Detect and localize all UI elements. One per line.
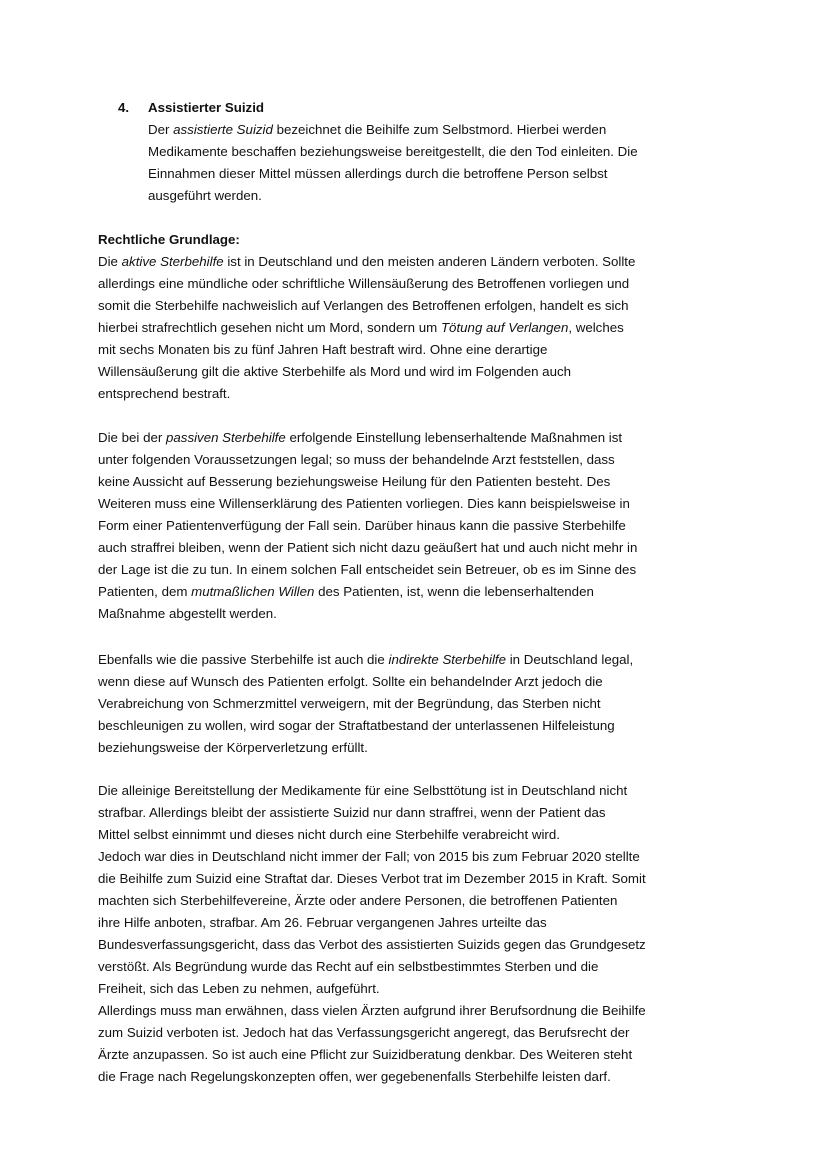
text-line — [98, 273, 635, 295]
text-segment: Jedoch war dies in Deutschland nicht immer der Fall; von 2015 bis zum Februar 2020 stellte — [98, 849, 640, 864]
emphasized-term: passiven Sterbehilfe — [166, 430, 286, 445]
text-segment: hierbei strafrechtlich gesehen nicht um Mord, sondern um — [98, 320, 441, 335]
text-segment: strafbar. Allerdings bleibt der assistierte Suizid nur dann straffrei, wenn der Patient das — [98, 805, 606, 820]
text-segment: erfolgende Einstellung lebenserhaltende Maßnahmen ist — [285, 430, 623, 445]
text-line — [98, 559, 637, 581]
text-segment: Einnahmen dieser Mittel müssen allerdings durch die betroffene Person selbst — [148, 166, 608, 181]
section-heading: Rechtliche Grundlage: — [98, 232, 240, 247]
text-segment: unter folgenden Voraussetzungen legal; so muss der behandelnde Arzt feststellen, dass — [98, 452, 615, 467]
text-line — [148, 185, 638, 207]
text-segment: verstößt. Als Begründung wurde das Recht auf ein selbstbestimmtes Sterben und die — [98, 959, 599, 974]
item-paragraph — [148, 119, 638, 207]
item-number: 4. — [118, 100, 130, 115]
paragraph-assisted-suicide-law — [98, 780, 646, 1088]
text-line — [148, 141, 638, 163]
text-line — [98, 1022, 646, 1044]
text-segment: ihre Hilfe anboten, strafbar. Am 26. Februar vergangenen Jahres urteilte das — [98, 915, 547, 930]
text-segment: Allerdings muss man erwähnen, dass vielen Ärzten aufgrund ihrer Berufsordnung die Beihilfe — [98, 1003, 646, 1018]
text-segment: entsprechend bestraft. — [98, 386, 231, 401]
paragraph-passive-euthanasia — [98, 427, 637, 625]
text-line — [98, 295, 635, 317]
text-segment: Die — [98, 254, 122, 269]
emphasized-term: assistierte Suizid — [173, 122, 273, 137]
text-segment: der Lage ist die zu tun. In einem solchen Fall entscheidet sein Betreuer, ob es im Sinne des — [98, 562, 637, 577]
legal-section — [98, 229, 635, 405]
text-segment: Bundesverfassungsgericht, dass das Verbot des assistierten Suizids gegen das Grundgesetz — [98, 937, 646, 952]
text-segment: Ärzte anzupassen. So ist auch eine Pflicht zur Suizidberatung denkbar. Des Weiteren steht — [98, 1047, 633, 1062]
text-line — [98, 493, 637, 515]
text-segment: bezeichnet die Beihilfe zum Selbstmord. Hierbei werden — [272, 122, 607, 137]
emphasized-term: indirekte Sterbehilfe — [388, 652, 507, 667]
text-line — [98, 693, 633, 715]
text-line — [98, 537, 637, 559]
text-segment: auch straffrei bleiben, wenn der Patient sich nicht dazu geäußert hat und auch nicht mehr in — [98, 540, 638, 555]
text-segment: Die alleinige Bereitstellung der Medikamente für eine Selbsttötung ist in Deutschland nicht — [98, 783, 628, 798]
text-line — [98, 339, 635, 361]
text-segment: die Frage nach Regelungskonzepten offen, wer gegebenenfalls Sterbehilfe leisten darf. — [98, 1069, 611, 1084]
text-segment: mit sechs Monaten bis zu fünf Jahren Haft bestraft wird. Ohne eine derartige — [98, 342, 548, 357]
text-segment: Mittel selbst einnimmt und dieses nicht durch eine Sterbehilfe verabreicht wird. — [98, 827, 560, 842]
text-line — [98, 737, 633, 759]
text-segment: somit die Sterbehilfe nachweislich auf Verlangen des Betroffenen erfolgen, handelt es sich — [98, 298, 629, 313]
text-line — [98, 515, 637, 537]
text-segment: allerdings eine mündliche oder schriftliche Willensäußerung des Betroffenen vorliegen und — [98, 276, 630, 291]
text-line — [98, 649, 633, 671]
text-line — [98, 471, 637, 493]
text-line — [98, 1044, 646, 1066]
text-segment: Maßnahme abgestellt werden. — [98, 606, 277, 621]
text-segment: Verabreichung von Schmerzmittel verweigern, mit der Begründung, das Sterben nicht — [98, 696, 601, 711]
text-segment: Patienten, dem — [98, 584, 192, 599]
text-segment: ausgeführt werden. — [148, 188, 262, 203]
text-segment: keine Aussicht auf Besserung beziehungsweise Heilung für den Patienten besteht. Des — [98, 474, 611, 489]
text-line — [98, 956, 646, 978]
text-line — [98, 251, 635, 273]
text-line — [98, 802, 646, 824]
text-line — [98, 603, 637, 625]
text-segment: beschleunigen zu wollen, wird sogar der Straftatbestand der unterlassenen Hilfeleistung — [98, 718, 615, 733]
text-segment: wenn diese auf Wunsch des Patienten erfolgt. Sollte ein behandelnder Arzt jedoch die — [98, 674, 603, 689]
text-segment: zum Suizid verboten ist. Jedoch hat das Verfassungsgericht angeregt, das Berufsrecht der — [98, 1025, 630, 1040]
text-line — [98, 1000, 646, 1022]
text-line — [98, 890, 646, 912]
text-line — [98, 934, 646, 956]
text-line — [98, 978, 646, 1000]
text-line — [98, 317, 635, 339]
text-line — [98, 912, 646, 934]
text-segment: Willensäußerung gilt die aktive Sterbehilfe als Mord und wird im Folgenden auch — [98, 364, 572, 379]
text-segment: Ebenfalls wie die passive Sterbehilfe ist auch die — [98, 652, 389, 667]
text-line — [98, 1066, 646, 1088]
text-line — [98, 846, 646, 868]
text-line — [98, 715, 633, 737]
text-segment: die Beihilfe zum Suizid eine Straftat dar. Dieses Verbot trat im Dezember 2015 in Kraft. Somit — [98, 871, 646, 886]
text-segment: machten sich Sterbehilfevereine, Ärzte oder andere Personen, die betroffenen Patienten — [98, 893, 618, 908]
text-segment: Form einer Patientenverfügung der Fall sein. Darüber hinaus kann die passive Sterbehilfe — [98, 518, 626, 533]
item-body — [148, 97, 638, 207]
text-segment: ist in Deutschland und den meisten anderen Ländern verboten. Sollte — [223, 254, 636, 269]
paragraph-active-euthanasia — [98, 251, 635, 405]
text-segment: Weiteren muss eine Willenserklärung des Patienten vorliegen. Dies kann beispielsweise in — [98, 496, 630, 511]
text-segment: des Patienten, ist, wenn die lebenserhaltenden — [314, 584, 594, 599]
text-line — [98, 824, 646, 846]
text-segment: Die bei der — [98, 430, 166, 445]
item-title: Assistierter Suizid — [148, 100, 265, 115]
emphasized-term: Tötung auf Verlangen — [440, 320, 569, 335]
text-segment: Freiheit, sich das Leben zu nehmen, aufgeführt. — [98, 981, 380, 996]
text-line — [98, 427, 637, 449]
text-line — [148, 119, 638, 141]
text-segment: Medikamente beschaffen beziehungsweise bereitgestellt, die den Tod einleiten. Die — [148, 144, 638, 159]
text-line — [98, 671, 633, 693]
text-segment: beziehungsweise der Körperverletzung erfüllt. — [98, 740, 368, 755]
text-segment: , welches — [568, 320, 624, 335]
text-segment: Der — [148, 122, 174, 137]
text-line — [98, 868, 646, 890]
text-segment: in Deutschland legal, — [506, 652, 634, 667]
text-line — [148, 163, 638, 185]
paragraph-indirect-euthanasia — [98, 649, 633, 759]
text-line — [98, 780, 646, 802]
text-line — [98, 449, 637, 471]
text-line — [98, 361, 635, 383]
text-line — [98, 383, 635, 405]
emphasized-term: mutmaßlichen Willen — [191, 584, 315, 599]
emphasized-term: aktive Sterbehilfe — [121, 254, 224, 269]
text-line — [98, 581, 637, 603]
